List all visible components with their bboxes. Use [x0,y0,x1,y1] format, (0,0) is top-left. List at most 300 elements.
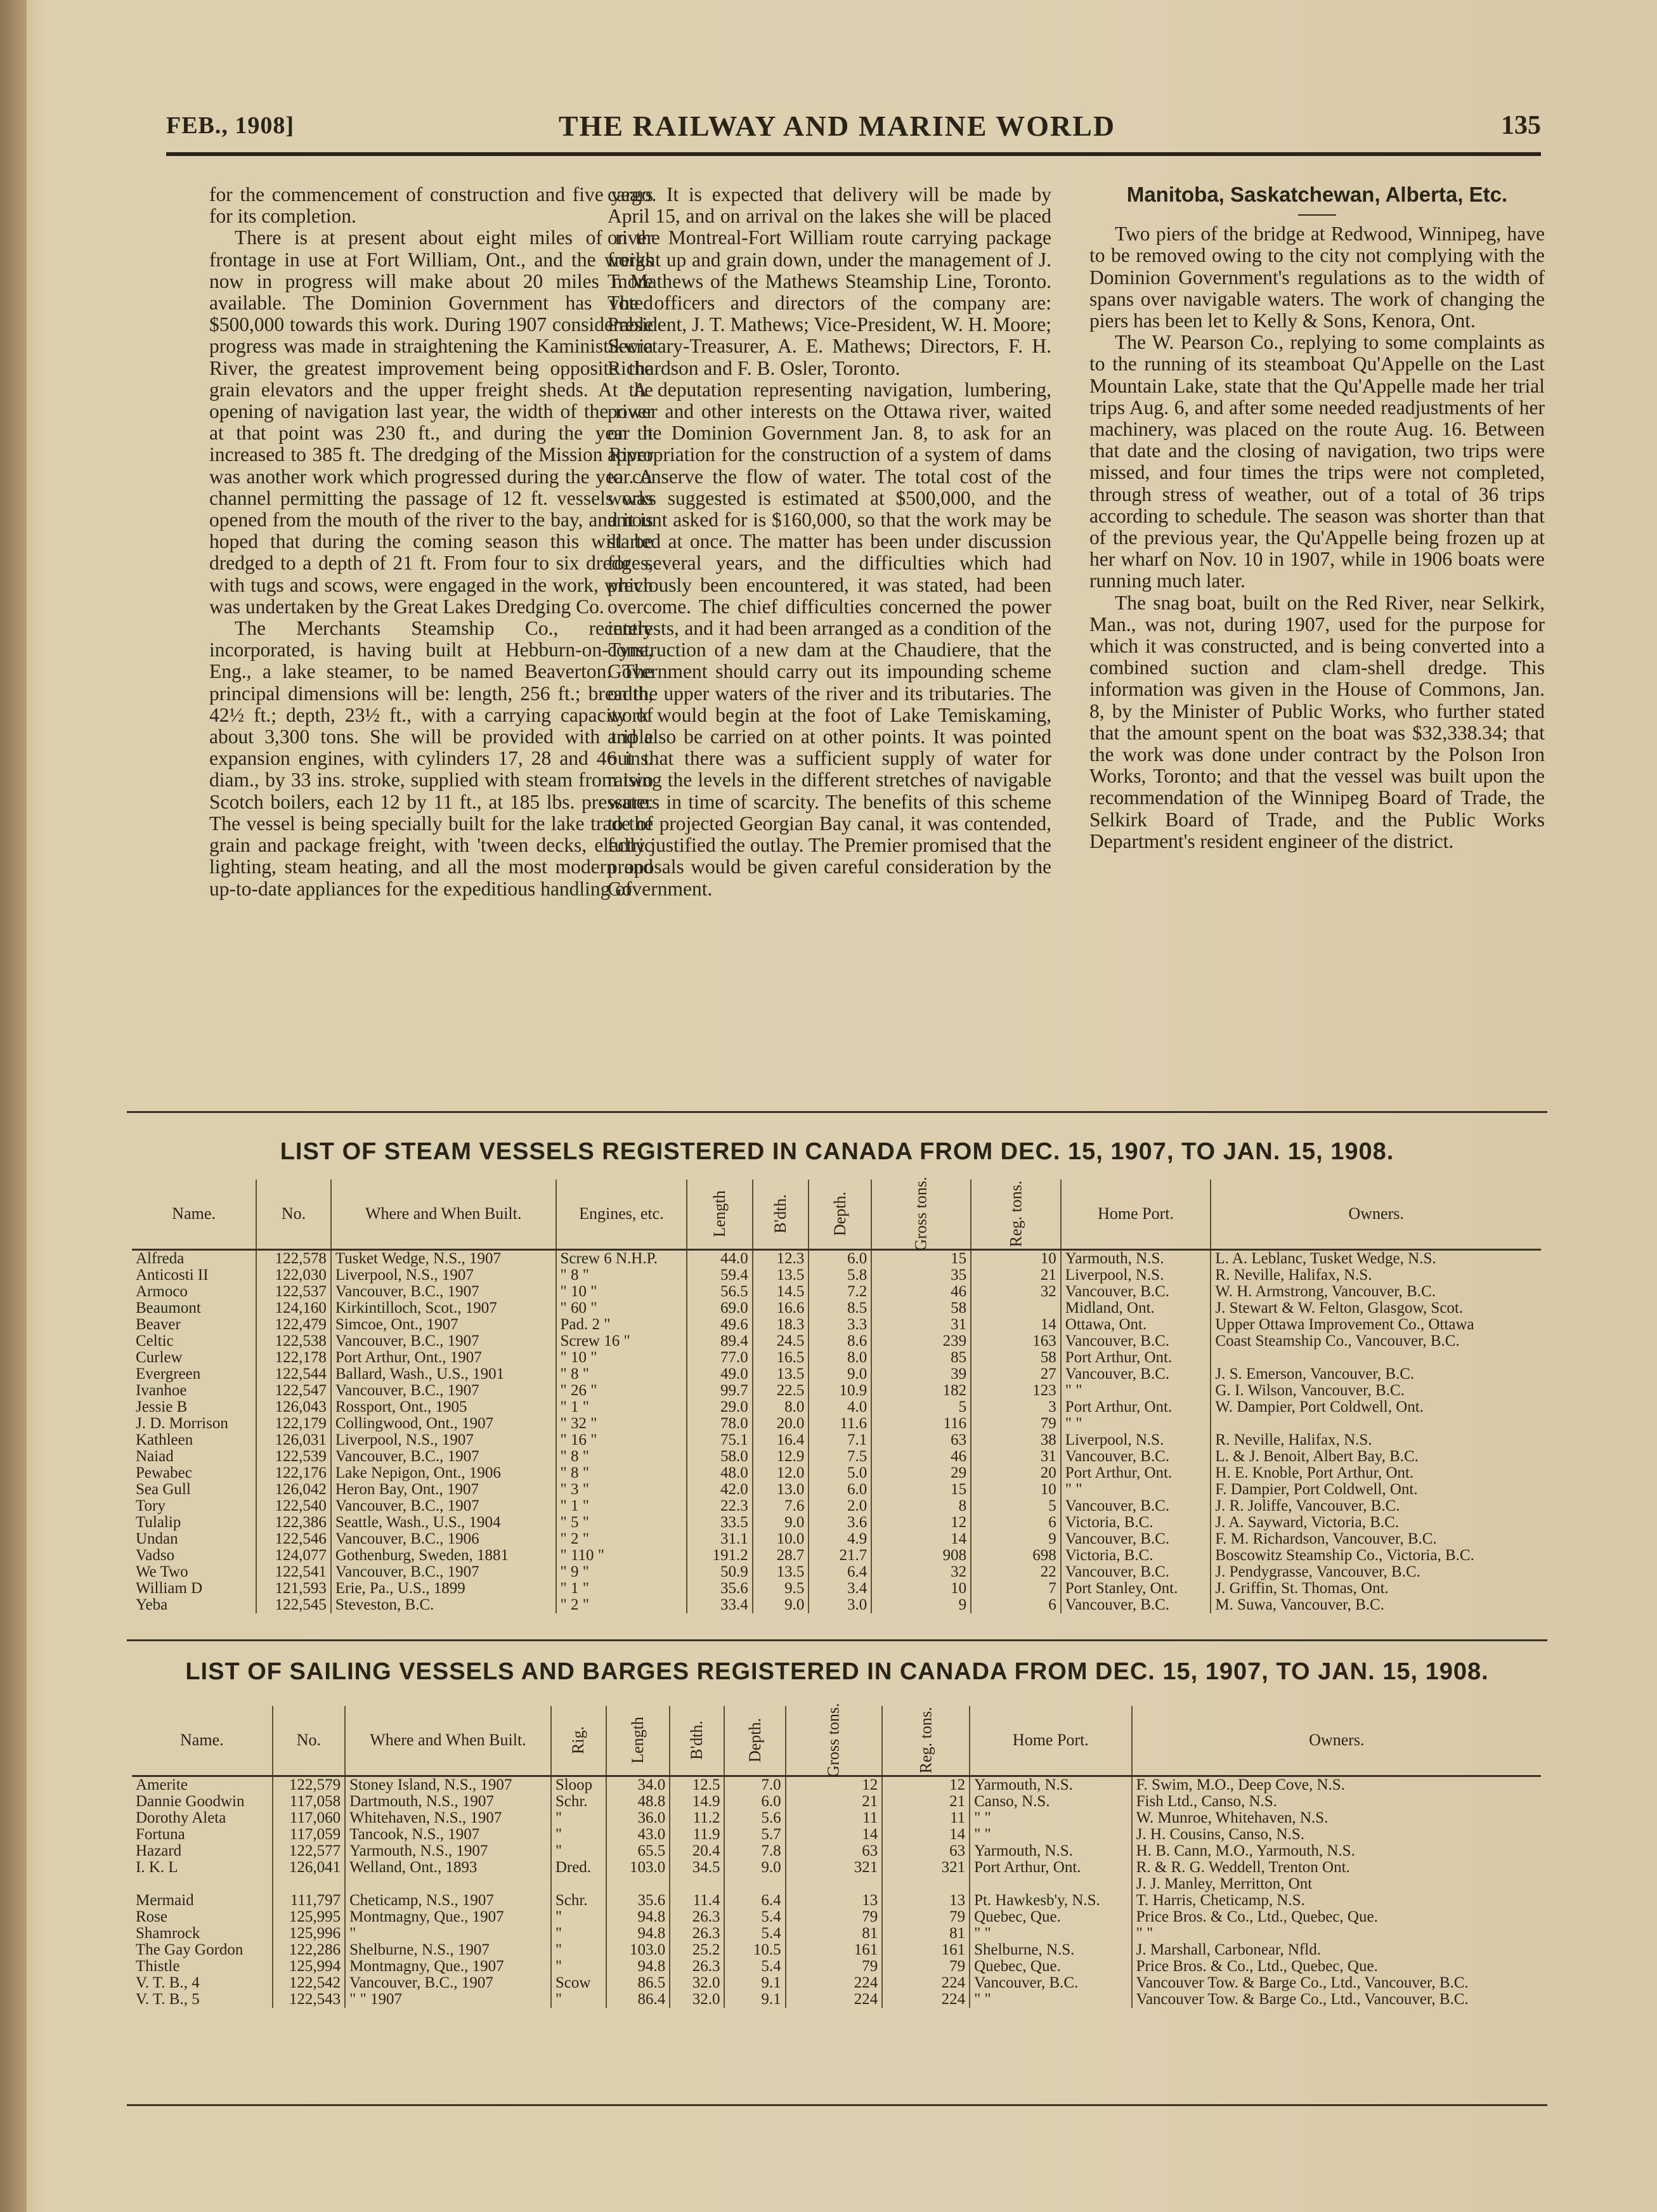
table-cell: R. & R. G. Weddell, Trenton Ont. [1132,1859,1541,1876]
table-cell: 161 [786,1942,883,1958]
table-cell: Port Arthur, Ont. [1061,1465,1211,1481]
table-cell: 43.0 [606,1826,670,1843]
table-cell: Dartmouth, N.S., 1907 [345,1793,551,1810]
table-cell: J. Marshall, Carbonear, Nfld. [1132,1942,1541,1958]
table-cell: 79 [786,1909,883,1925]
table-cell: Montmagny, Que., 1907 [345,1958,551,1975]
table-cell: 191.2 [687,1547,752,1564]
table-cell: 78.0 [687,1415,752,1432]
table-cell: 5.7 [724,1826,785,1843]
table-cell: 9.0 [809,1366,871,1382]
table-cell: 26.3 [670,1909,724,1925]
table-cell: 122,544 [256,1366,331,1382]
table-cell: 22.5 [753,1382,809,1399]
table-cell: 81 [882,1925,970,1942]
table-cell: 8.0 [809,1350,871,1366]
column-header [345,1706,551,1776]
table-row [132,1249,1541,1267]
table-cell: 59.4 [687,1267,752,1284]
table-cell: 163 [971,1333,1061,1350]
paragraph: The W. Pearson Co., replying to some complaints as to the running of its steamboat Qu'Appelle on the Last Mountain Lake, state that the Qu'Appelle made her trial trips Aug. 6, and after some needed readjustments of her machinery, was placed on the route Aug. 16. Between that date and the closing of navigation, two trips were missed, and four times the trips were not completed, through stress of weather, out of a total of 36 trips according to schedule. The season was shorter than that of the previous year, the Qu'Appelle being frozen up at her wharf on Nov. 10 in 1907, while in 1906 boats were running much later. [1089,331,1545,592]
paragraph: Two piers of the bridge at Redwood, Winnipeg, have to be removed owing to the city not complying with the Dominion Government's regulations as to the width of spans over navigable waters. The work of changing the piers has been let to Kelly & Sons, Kenora, Ont. [1089,223,1545,332]
table-cell: 10.0 [753,1531,809,1547]
table-cell: R. Neville, Halifax, N.S. [1211,1267,1541,1284]
table-cell: Lake Nepigon, Ont., 1906 [331,1465,556,1481]
table-cell: 8.6 [809,1333,871,1350]
table-row [132,1300,1541,1317]
table-cell: " [551,1991,606,2008]
table-cell: 122,547 [256,1382,331,1399]
column-header [753,1180,809,1249]
table-cell: 85 [871,1350,971,1366]
table-cell: Evergreen [136,1365,201,1382]
table-cell: W. Munroe, Whitehaven, N.S. [1132,1810,1541,1826]
table-cell: 20.4 [670,1843,724,1859]
table-cell: Vancouver, B.C., 1907 [331,1382,556,1399]
table-cell: 16.6 [753,1300,809,1317]
page-number: 135 [1501,111,1541,140]
table-cell: 126,041 [273,1859,345,1876]
table-cell: 63 [786,1843,883,1859]
table-row [132,1481,1541,1498]
table-cell: Quebec, Que. [970,1909,1132,1925]
table-cell: 63 [882,1843,970,1859]
table-cell: Rossport, Ont., 1905 [331,1399,556,1415]
table-cell: 224 [882,1991,970,2008]
table-cell: 89.4 [687,1333,752,1350]
table-cell: 14.9 [670,1793,724,1810]
table-cell: 3 [971,1399,1061,1415]
table-cell: " [551,1942,606,1958]
table-cell: " [345,1925,551,1942]
table-cell: Yarmouth, N.S., 1907 [345,1843,551,1859]
table-cell: 3.4 [809,1580,871,1597]
table-row [132,1531,1541,1547]
table-cell: 24.5 [753,1333,809,1350]
table-row [132,1843,1541,1859]
table-cell: Schr. [551,1892,606,1909]
table-row [132,1399,1541,1415]
table-cell: Vancouver, B.C. [1061,1597,1211,1613]
table-cell: Tory [136,1497,166,1514]
table-cell: J. Stewart & W. Felton, Glasgow, Scot. [1211,1300,1541,1317]
table-cell: Thistle [136,1957,180,1975]
table-cell: 6 [971,1514,1061,1531]
column-header [970,1706,1132,1776]
table-cell: J. Griffin, St. Thomas, Ont. [1211,1580,1541,1597]
table-cell: " [551,1925,606,1942]
table-cell: 5.0 [809,1465,871,1481]
table-cell: 116 [871,1415,971,1432]
table-cell: Yeba [136,1596,168,1613]
table-cell: " [551,1909,606,1925]
table-cell: 44.0 [687,1249,752,1267]
table-cell: Vancouver, B.C. [1061,1333,1211,1350]
table-cell: 12.3 [753,1249,809,1267]
column-header-label: B'dth. [687,1721,706,1760]
binding-spine [0,0,27,2212]
text-column-1 [209,184,653,1078]
column-header-label: Gross tons. [824,1703,843,1778]
table-row [132,1580,1541,1597]
sail-table-title: LIST OF SAILING VESSELS AND BARGES REGISTERED IN CANADA FROM DEC. 15, 1907, TO JAN. 15, 1908. [185,1658,1489,1685]
column-header [871,1176,971,1251]
table-cell: Fortuna [136,1825,185,1843]
table-cell: Curlew [136,1348,183,1366]
table-cell: Rose [136,1908,167,1925]
table-row [132,1909,1541,1925]
table-cell: 65.5 [606,1843,670,1859]
table-cell: 14 [882,1826,970,1843]
table-cell: 5 [871,1399,971,1415]
table-cell: Ottawa, Ont. [1061,1317,1211,1333]
table-cell: Amerite [136,1776,188,1793]
table-cell [970,1876,1132,1892]
table-cell: 125,995 [273,1909,345,1925]
table-cell: 182 [871,1382,971,1399]
column-header-label: Engines, etc. [579,1204,664,1223]
table-cell: " [551,1958,606,1975]
paragraph: A deputation representing navigation, lumbering, power and other interests on the Ottawa river, waited on the Dominion Government Jan. 8, to ask for an appropriation for the construction of a system of dams to conserve the flow of water. The total cost of the works suggested is estimated at $500,000, and the amount asked for is $160,000, so that the work may be started at once. The matter has been under discussion for several years, and the difficulties which had previously been encountered, it was stated, had been overcome. The chief difficulties concerned the power interests, and it had been arranged as a condition of the construction of a new dam at the Chaudiere, that the Government should carry out its impounding scheme on the upper waters of the river and its tributaries. The work would begin at the foot of Lake Temiskaming, and also be carried on at other points. It was pointed out that there was a sufficient supply of water for raising the levels in the different stretches of navigable waters in time of scarcity. The benefits of this scheme to the projected Georgian Bay canal, it was contended, fully justified the outlay. The Premier promised that the proposals would be given careful consideration by the Government. [608,378,1051,900]
table-cell: 22.3 [687,1498,752,1514]
table-cell: 10 [971,1481,1061,1498]
table-cell: 79 [786,1958,883,1975]
table-cell: Celtic [136,1332,174,1350]
table-cell: 14 [871,1531,971,1547]
table-cell: Port Arthur, Ont. [1061,1350,1211,1366]
table-row [132,1991,1541,2008]
table-cell: Fish Ltd., Canso, N.S. [1132,1793,1541,1810]
table-cell: 6.4 [724,1892,785,1909]
table-row [132,1597,1541,1613]
table-cell: L. A. Leblanc, Tusket Wedge, N.S. [1211,1249,1541,1267]
table-row [132,1317,1541,1333]
table-cell: 26.3 [670,1958,724,1975]
table-cell: " " [1061,1382,1211,1399]
table-cell: 122,386 [256,1514,331,1531]
sailing-vessels-table [132,1703,1541,2008]
table-cell: 125,994 [273,1958,345,1975]
table-cell: Sloop [551,1776,606,1793]
table-cell: Vadso [136,1546,175,1564]
table-cell: Mermaid [136,1891,194,1909]
table-cell: Vancouver, B.C., 1907 [331,1498,556,1514]
table-cell: Montmagny, Que., 1907 [345,1909,551,1925]
column-header [556,1180,687,1249]
table-cell: Port Arthur, Ont. [1061,1399,1211,1415]
table-cell: Kathleen [136,1431,193,1448]
column-header-label: Owners. [1348,1204,1404,1223]
column-header [971,1180,1061,1249]
table-cell: 12 [882,1776,970,1793]
table-cell: 122,542 [273,1975,345,1991]
column-header-label: Name. [172,1204,216,1223]
table-cell: 21 [971,1267,1061,1284]
table-cell: Boscowitz Steamship Co., Victoria, B.C. [1211,1547,1541,1564]
table-cell: 26.3 [670,1925,724,1942]
table-cell: 14.5 [753,1284,809,1300]
table-cell: 908 [871,1547,971,1564]
table-cell: Vancouver, B.C., 1907 [331,1284,556,1300]
table-cell: 21.7 [809,1547,871,1564]
table-cell: Vancouver Tow. & Barge Co., Ltd., Vancouver, B.C. [1132,1975,1541,1991]
column-header [1211,1180,1541,1249]
table-cell: J. Pendygrasse, Vancouver, B.C. [1211,1564,1541,1580]
table-cell: 35 [871,1267,971,1284]
table-cell: 5.4 [724,1958,785,1975]
table-cell: 32.0 [670,1975,724,1991]
table-cell: 48.8 [606,1793,670,1810]
table-cell: 11.6 [809,1415,871,1432]
table-row [132,1564,1541,1580]
table-cell: 103.0 [606,1942,670,1958]
table-cell: 7 [971,1580,1061,1597]
table-cell: 58 [971,1350,1061,1366]
table-row [132,1498,1541,1514]
table-cell: Vancouver, B.C. [1061,1284,1211,1300]
table-cell: William D [136,1579,203,1597]
table-cell: 122,176 [256,1465,331,1481]
table-cell: J. D. Morrison [136,1414,228,1432]
table-cell: Screw 6 N.H.P. [556,1249,687,1267]
table-cell: Pad. 2 " [556,1317,687,1333]
table-cell: 103.0 [606,1859,670,1876]
table-cell: Price Bros. & Co., Ltd., Quebec, Que. [1132,1958,1541,1975]
table-cell: 224 [882,1975,970,1991]
column-header [132,1180,256,1249]
table-cell: 239 [871,1333,971,1350]
table-cell: Tulalip [136,1513,181,1531]
section-divider [127,2104,1547,2106]
column-header-label: Where and When Built. [365,1204,522,1223]
table-row [132,1876,1541,1892]
table-cell: 122,541 [256,1564,331,1580]
column-header [809,1180,871,1249]
paragraph: The Merchants Steamship Co., recently incorporated, is having built at Hebburn-on-Tyne, Eng., a lake steamer, to be named Beaverton. The principal dimensions will be: length, 256 ft.; breadth, 42½ ft.; depth, 23½ ft., with a carrying capacity of about 3,300 tons. She will be provided with triple expansion engines, with cylinders 17, 28 and 46 ins. diam., by 33 ins. stroke, supplied with steam from two Scotch boilers, each 12 by 11 ft., at 185 lbs. pressure. The vessel is being specially built for the lake trade of grain and package freight, with 'tween decks, electric lighting, steam heating, and all the most modern and up-to-date appliances for the expeditious handling of [209,617,653,900]
table-cell: Victoria, B.C. [1061,1547,1211,1564]
table-cell: " 8 " [556,1465,687,1481]
table-cell [273,1876,345,1892]
issue-date: FEB., 1908] [166,112,295,139]
table-cell: " 10 " [556,1350,687,1366]
table-cell: 13.5 [753,1267,809,1284]
table-cell: 79 [882,1958,970,1975]
table-cell: 25.2 [670,1942,724,1958]
steam-table-title: LIST OF STEAM VESSELS REGISTERED IN CANADA FROM DEC. 15, 1907, TO JAN. 15, 1908. [280,1138,1394,1165]
text-column-3 [1089,184,1545,1078]
table-cell: 15 [871,1481,971,1498]
table-cell: 77.0 [687,1350,752,1366]
table-cell: F. Swim, M.O., Deep Cove, N.S. [1132,1776,1541,1793]
table-cell [882,1876,970,1892]
table-cell: 58.0 [687,1448,752,1465]
table-cell: Vancouver, B.C. [1061,1448,1211,1465]
table-cell: " 110 " [556,1547,687,1564]
table-cell: 10 [871,1580,971,1597]
table-cell: Gothenburg, Sweden, 1881 [331,1547,556,1564]
table-cell: H. E. Knoble, Port Arthur, Ont. [1211,1465,1541,1481]
table-cell: 13.5 [753,1564,809,1580]
table-cell: 321 [882,1859,970,1876]
table-cell: Vancouver, B.C., 1907 [331,1564,556,1580]
column-header-label: Length [710,1190,729,1238]
table-cell: J. H. Cousins, Canso, N.S. [1132,1826,1541,1843]
table-cell: Pt. Hawkesb'y, N.S. [970,1892,1132,1909]
column-header-label: Where and When Built. [370,1731,526,1750]
table-cell: 46 [871,1448,971,1465]
table-cell: Seattle, Wash., U.S., 1904 [331,1514,556,1531]
table-cell: 32.0 [670,1991,724,2008]
table-row [132,1793,1541,1810]
column-header [687,1180,752,1249]
paragraph: for the commencement of construction and five years for its completion. [209,184,653,228]
table-row [132,1465,1541,1481]
table-cell: Cheticamp, N.S., 1907 [345,1892,551,1909]
table-cell: 14 [971,1317,1061,1333]
table-cell: 124,077 [256,1547,331,1564]
table-cell: W. H. Armstrong, Vancouver, B.C. [1211,1284,1541,1300]
table-cell: " [551,1810,606,1826]
table-row [132,1284,1541,1300]
table-cell: 7.5 [809,1448,871,1465]
table-cell: " 26 " [556,1382,687,1399]
table-cell: 117,058 [273,1793,345,1810]
table-cell: 34.5 [670,1859,724,1876]
table-cell: Undan [136,1530,178,1547]
table-cell: " " [1061,1415,1211,1432]
table-cell: 7.6 [753,1498,809,1514]
column-header-label: Rig. [569,1726,588,1755]
table-cell: 21 [786,1793,883,1810]
column-header-label: Depth. [745,1718,764,1763]
column-header-label: Home Port. [1012,1731,1089,1750]
table-cell: 10.9 [809,1382,871,1399]
table-cell: Sea Gull [136,1480,191,1498]
table-cell: T. Harris, Cheticamp, N.S. [1132,1892,1541,1909]
table-cell: 122,579 [273,1776,345,1793]
table-row [132,1776,1541,1793]
table-cell: Midland, Ont. [1061,1300,1211,1317]
table-cell: 124,160 [256,1300,331,1317]
column-header [273,1706,345,1776]
table-cell: 79 [971,1415,1061,1432]
column-header [724,1706,785,1776]
column-header-label: No. [296,1731,322,1750]
table-cell: 29.0 [687,1399,752,1415]
table-cell: Vancouver, B.C. [1061,1498,1211,1514]
table-cell: The Gay Gordon [136,1941,244,1958]
table-cell: G. I. Wilson, Vancouver, B.C. [1211,1382,1541,1399]
table-cell: Vancouver Tow. & Barge Co., Ltd., Vancouver, B.C. [1132,1991,1541,2008]
table-cell: 6.0 [724,1793,785,1810]
table-cell: Coast Steamship Co., Vancouver, B.C. [1211,1333,1541,1350]
table-row [132,1925,1541,1942]
table-cell: 122,577 [273,1843,345,1859]
column-header [331,1180,556,1249]
table-cell [1211,1415,1541,1432]
table-cell: 12.0 [753,1465,809,1481]
table-cell: 5 [971,1498,1061,1514]
table-cell: 122,545 [256,1597,331,1613]
table-cell: 12 [786,1776,883,1793]
table-cell: 86.4 [606,1991,670,2008]
table-cell: 122,546 [256,1531,331,1547]
table-cell: " 8 " [556,1366,687,1382]
table-cell: 13 [882,1892,970,1909]
table-cell: 3.0 [809,1597,871,1613]
table-cell: Stoney Island, N.S., 1907 [345,1776,551,1793]
column-header [132,1706,273,1776]
table-cell: " " [970,1810,1132,1826]
column-header-label: No. [281,1204,306,1223]
table-cell: 9.0 [753,1597,809,1613]
table-cell: " 5 " [556,1514,687,1531]
table-cell: We Two [136,1563,188,1580]
table-cell: J. A. Sayward, Victoria, B.C. [1211,1514,1541,1531]
table-cell: " 2 " [556,1531,687,1547]
table-cell: 39 [871,1366,971,1382]
table-cell: 11 [786,1810,883,1826]
table-cell: 94.8 [606,1909,670,1925]
table-cell: Vancouver, B.C. [1061,1366,1211,1382]
table-cell: Naiad [136,1447,174,1465]
table-cell: 35.6 [606,1892,670,1909]
page-header [127,107,1547,147]
table-cell [1211,1350,1541,1366]
column-header [551,1706,606,1776]
table-cell: 27 [971,1366,1061,1382]
table-cell: " " 1907 [345,1991,551,2008]
table-cell: 12.9 [753,1448,809,1465]
table-cell [132,1876,273,1892]
table-cell: Collingwood, Ont., 1907 [331,1415,556,1432]
column-header [1061,1180,1211,1249]
table-cell: Vancouver, B.C., 1907 [331,1333,556,1350]
column-header-label: Gross tons. [911,1176,930,1251]
table-row [132,1415,1541,1432]
table-cell: 9.0 [753,1514,809,1531]
steam-vessels-table [132,1176,1541,1613]
table-cell: Erie, Pa., U.S., 1899 [331,1580,556,1597]
table-cell: 58 [871,1300,971,1317]
table-cell: J. J. Manley, Merritton, Ont [1132,1876,1541,1892]
column-header-label: Owners. [1309,1731,1365,1750]
table-cell: 11.4 [670,1892,724,1909]
paragraph: The snag boat, built on the Red River, near Selkirk, Man., was not, during 1907, used for the purpose for which it was constructed, and is being converted into a combined suction and clam-shell dredge. This information was given in the House of Commons, Jan. 8, by the Minister of Public Works, who further stated that the amount spent on the boat was $32,338.34; that the work was done under contract by the Polson Iron Works, Toronto; and that the vessel was built upon the recommendation of the Winnipeg Board of Trade, the Selkirk Board of Trade, and the Public Works Department's resident engineer of the district. [1089,591,1545,852]
column-header-label: Home Port. [1098,1204,1174,1223]
table-cell: Armoco [136,1282,188,1300]
table-cell [971,1300,1061,1317]
table-cell: " 8 " [556,1448,687,1465]
table-cell: 7.2 [809,1284,871,1300]
table-cell: F. Dampier, Port Coldwell, Ont. [1211,1481,1541,1498]
table-row [132,1810,1541,1826]
table-cell: Vancouver, B.C. [1061,1531,1211,1547]
table-cell: 22 [971,1564,1061,1580]
table-row [132,1826,1541,1843]
section-divider [127,1111,1547,1113]
table-cell: Shelburne, N.S. [970,1942,1132,1958]
table-cell [786,1876,883,1892]
table-cell: 122,178 [256,1350,331,1366]
table-cell: 49.6 [687,1317,752,1333]
table-row [132,1975,1541,1991]
column-header [882,1706,970,1776]
table-cell: 28.7 [753,1547,809,1564]
table-cell: 6.0 [809,1249,871,1267]
table-cell: Dannie Goodwin [136,1792,245,1810]
table-cell: Dred. [551,1859,606,1876]
